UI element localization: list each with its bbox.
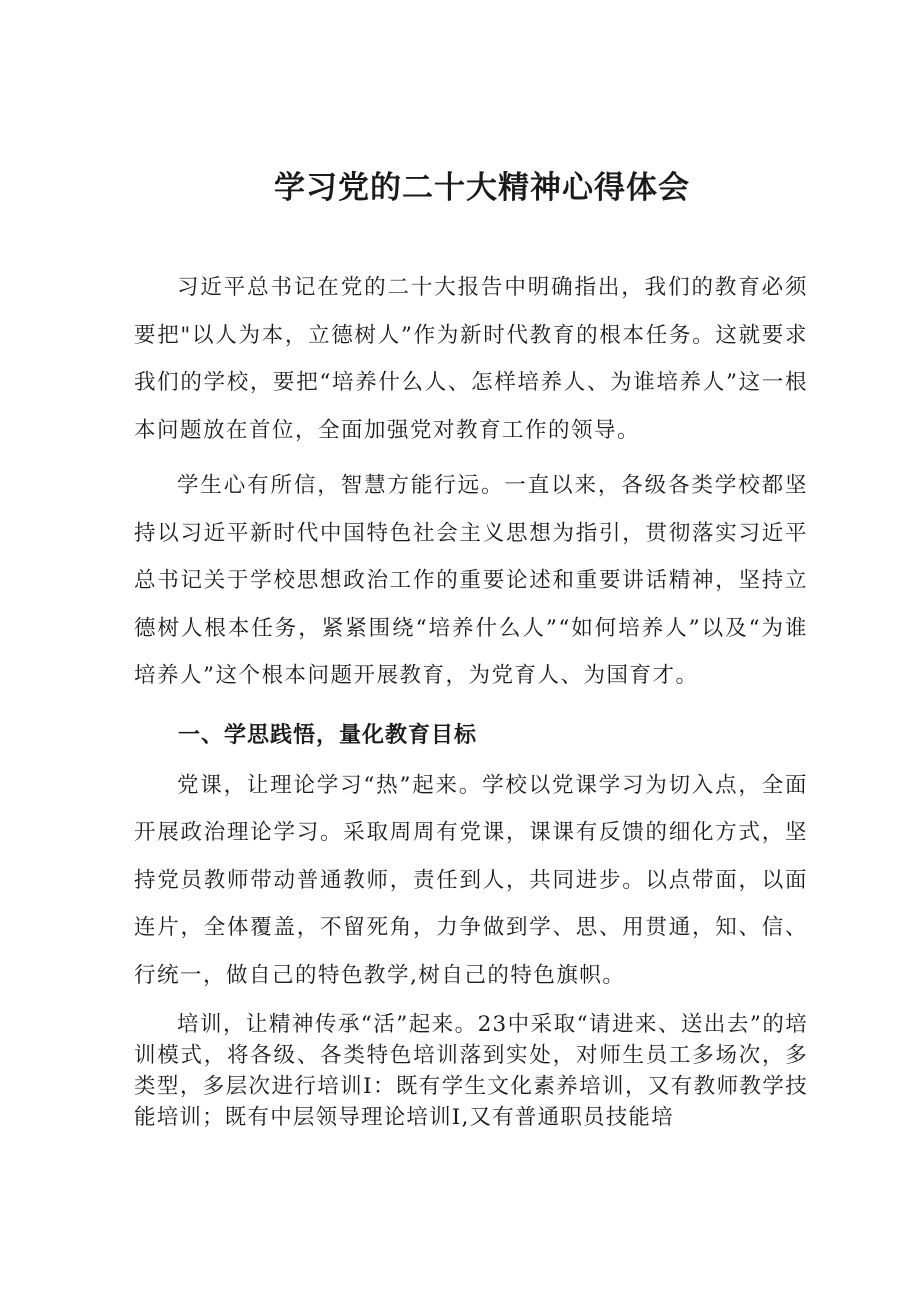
paragraph-intro: 习近平总书记在党的二十大报告中明确指出，我们的教育必须要把"以人为本，立德树人”作为新时代教育的根本任务。这就要求我们的学校，要把“培养什么人、怎样培养人、为谁培养人”这一根本问题放在首位，全面加强党对教育工作的领导。 (134, 275, 808, 443)
paragraph-training: 培训，让精神传承“活”起来。23中采取“请进来、送出去”的培训模式，将各级、各类特色培训落到实处，对师生员工多场次，多类型，多层次进行培训I：既有学生文化素养培训，又有教师教学技能培训；既有中层领导理论培训I,又有普通职员技能培 (134, 1012, 808, 1130)
paragraph-belief: 学生心有所信，智慧方能行远。一直以来，各级各类学校都坚持以习近平新时代中国特色社会主义思想为指引，贯彻落实习近平总书记关于学校思想政治工作的重要论述和重要讲话精神，坚持立德树人根本任务，紧紧围绕“培养什么人”“如何培养人”以及“为谁培养人”这个根本问题开展教育，为党育人、为国育才。 (134, 473, 808, 688)
document-title: 学习党的二十大精神心得体会 (274, 170, 690, 206)
paragraph-party-class: 党课，让理论学习“热”起来。学校以党课学习为切入点，全面开展政治理论学习。采取周周有党课，课课有反馈的细化方式，坚持党员教师带动普通教师，责任到人，共同进步。以点带面，以面连片，全体覆盖，不留死角，力争做到学、思、用贯通，知、信、行统一，做自己的特色教学,树自己的特色旗帜。 (134, 772, 808, 988)
section-heading: 一、学思践悟，量化教育目标 (178, 722, 478, 748)
